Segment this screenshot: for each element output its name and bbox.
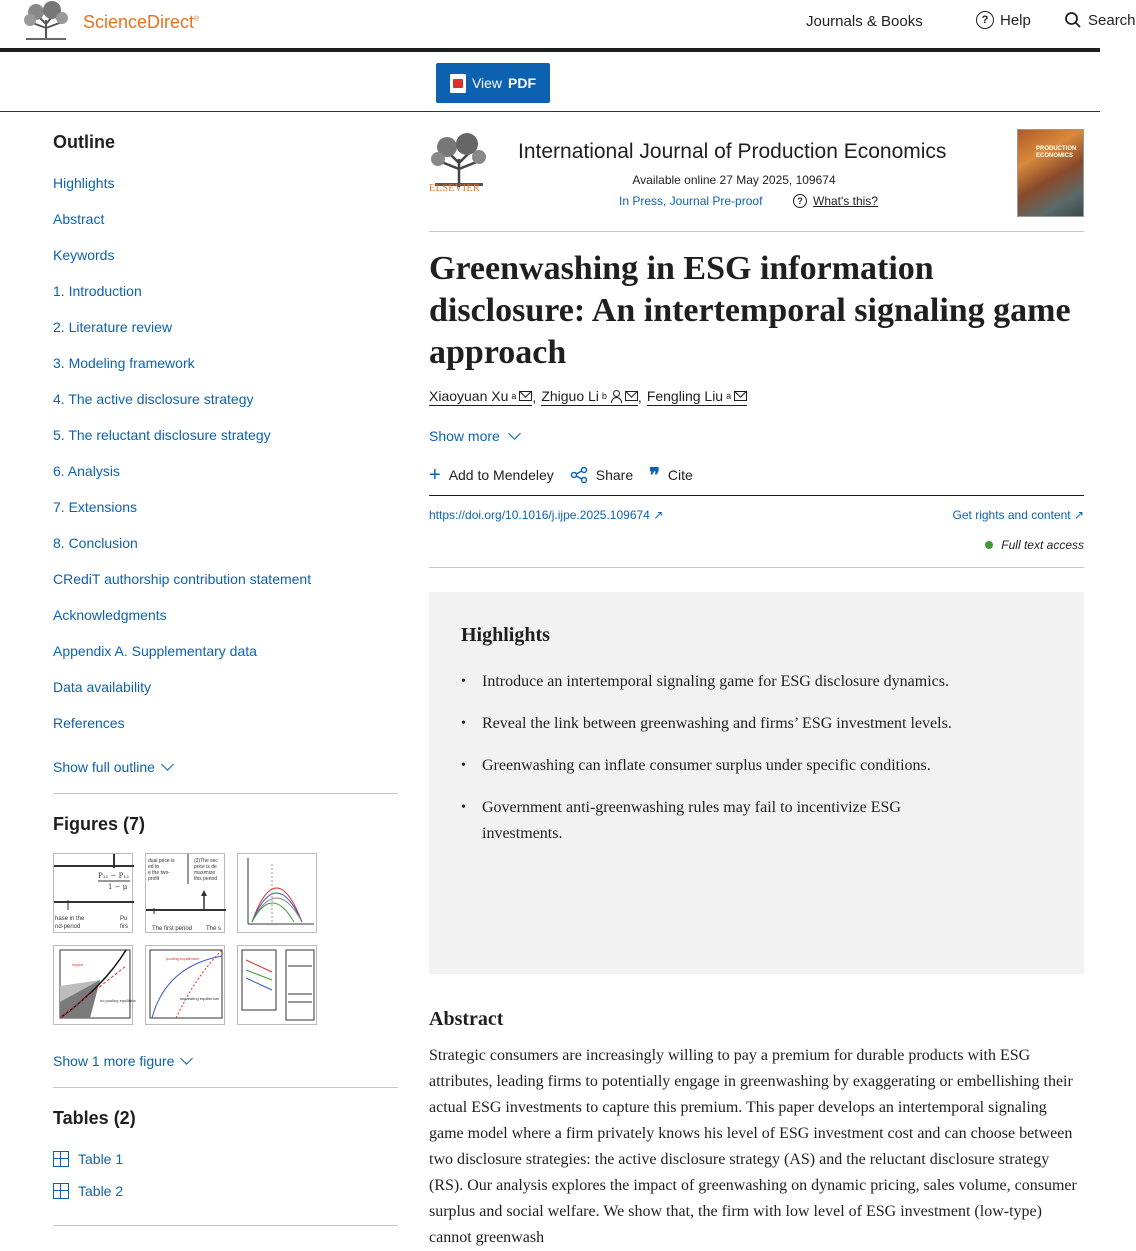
outline-item[interactable]: Acknowledgments <box>53 607 167 623</box>
external-link-icon: ↗ <box>1073 508 1084 522</box>
search-icon <box>1064 11 1082 29</box>
outline-item[interactable]: Appendix A. Supplementary data <box>53 643 257 659</box>
svg-text:no pooling equilibria: no pooling equilibria <box>100 998 136 1003</box>
journals-books-link[interactable]: Journals & Books <box>806 13 923 30</box>
svg-text:hase in the: hase in the <box>55 916 85 922</box>
publisher-name: ELSEVIER <box>429 183 481 194</box>
svg-text:firs: firs <box>120 924 128 930</box>
author-name: Fengling Liu <box>646 388 724 404</box>
help-label: Help <box>1000 11 1031 29</box>
access-label: Full text access <box>1001 538 1084 552</box>
sidebar-divider <box>53 793 398 794</box>
add-to-mendeley-button[interactable] <box>429 464 554 486</box>
cite-label: Cite <box>667 467 693 483</box>
author-link[interactable] <box>647 388 747 406</box>
journal-title-link[interactable]: International Journal of Production Economics <box>518 140 947 163</box>
author-link[interactable] <box>541 388 638 406</box>
svg-text:e the two-: e the two- <box>148 870 170 876</box>
outline-item[interactable]: 4. The active disclosure strategy <box>53 391 254 407</box>
highlight-item: • Reveal the link between greenwashing and firms’ ESG investment levels. <box>461 711 961 737</box>
figure-thumbnail[interactable] <box>53 853 133 933</box>
chevron-down-icon <box>161 758 174 771</box>
svg-text:separating equilibrium: separating equilibrium <box>180 996 220 1001</box>
table-label: Table 2 <box>78 1183 124 1199</box>
svg-text:profit: profit <box>148 876 160 882</box>
show-more-button[interactable] <box>429 428 1084 444</box>
mail-icon <box>625 391 638 401</box>
journal-cover[interactable] <box>1017 129 1084 217</box>
external-link-icon: ↗ <box>653 508 664 522</box>
svg-text:this period: this period <box>194 876 218 882</box>
figure-thumbnail[interactable] <box>237 853 317 933</box>
in-press-link[interactable]: In Press, Journal Pre-proof <box>619 194 763 208</box>
highlight-item: • Government anti-greenwashing rules may fail to incentivize ESG investments. <box>461 795 961 847</box>
sidebar-divider <box>53 1225 398 1226</box>
search-label: Search <box>1088 11 1136 29</box>
show-full-outline-label: Show full outline <box>53 759 155 775</box>
outline-item[interactable]: Data availability <box>53 679 152 695</box>
highlight-item: • Introduce an intertemporal signaling game for ESG disclosure dynamics. <box>461 669 961 695</box>
outline-item[interactable]: 3. Modeling framework <box>53 355 195 371</box>
article-sidebar <box>53 132 398 1226</box>
figures-heading: Figures (7) <box>53 814 146 834</box>
view-label: View <box>471 75 503 91</box>
highlights-heading: Highlights <box>461 624 550 646</box>
author-affiliation: a <box>726 391 732 401</box>
show-more-figure-button[interactable] <box>53 1053 398 1069</box>
access-status <box>985 538 1084 552</box>
pdf-label: PDF <box>508 75 537 91</box>
table-link[interactable] <box>53 1175 398 1207</box>
publication-header <box>429 128 1084 232</box>
outline-item[interactable]: References <box>53 715 125 731</box>
svg-text:maximize: maximize <box>194 870 216 876</box>
table-link[interactable] <box>53 1143 398 1175</box>
highlights-section <box>429 592 1084 974</box>
outline-item[interactable]: Highlights <box>53 175 115 191</box>
author-name: Zhiguo Li <box>541 388 599 404</box>
share-button[interactable] <box>570 466 633 484</box>
tables-list <box>53 1143 398 1207</box>
outline-item[interactable]: 7. Extensions <box>53 499 138 515</box>
cite-button[interactable] <box>649 463 693 487</box>
article-title: Greenwashing in ESG information disclosure: An intertemporal signaling game approach <box>429 250 1071 371</box>
author-affiliation: b <box>601 391 607 401</box>
help-icon: ? <box>793 194 807 208</box>
author-separator: , <box>637 389 642 405</box>
outline-heading: Outline <box>53 132 115 152</box>
figure-thumbnail[interactable] <box>53 945 136 1025</box>
svg-text:P₁₁ − P₁₂: P₁₁ − P₁₂ <box>98 872 129 880</box>
pdf-file-icon <box>450 74 466 93</box>
doi-row <box>429 496 1084 568</box>
help-link[interactable] <box>976 11 1031 29</box>
doi-link[interactable]: https://doi.org/10.1016/j.ijpe.2025.109674 ↗ <box>429 508 664 522</box>
svg-text:pooling equilibrium: pooling equilibrium <box>166 956 200 961</box>
outline-item[interactable]: Abstract <box>53 211 105 227</box>
chevron-down-icon <box>508 427 521 440</box>
svg-text:region: region <box>72 962 84 967</box>
person-icon <box>610 390 622 402</box>
elsevier-tree-logo[interactable] <box>22 2 70 42</box>
highlight-item: • Greenwashing can inflate consumer surplus under specific conditions. <box>461 753 961 779</box>
svg-text:1 − μ: 1 − μ <box>108 883 128 891</box>
whats-this-label: What's this? <box>813 194 878 208</box>
search-link[interactable] <box>1064 11 1136 29</box>
rights-link[interactable]: Get rights and content ↗ <box>952 508 1084 522</box>
plus-icon: + <box>429 464 441 486</box>
view-pdf-button[interactable] <box>436 63 550 103</box>
share-label: Share <box>595 467 634 483</box>
tables-heading: Tables (2) <box>53 1108 136 1128</box>
figure-thumbnail[interactable] <box>145 853 225 933</box>
show-full-outline-button[interactable] <box>53 759 398 775</box>
author-list <box>429 388 1084 406</box>
author-name: Xiaoyuan Xu <box>429 388 509 404</box>
figure-thumbnails <box>53 853 398 1025</box>
outline-item[interactable]: 5. The reluctant disclosure strategy <box>53 427 271 443</box>
svg-text:Pu: Pu <box>120 916 128 922</box>
outline-item[interactable]: 8. Conclusion <box>53 535 138 551</box>
cover-title: PRODUCTION ECONOMICS <box>1036 146 1077 159</box>
highlights-list <box>461 669 961 847</box>
table-label: Table 1 <box>78 1151 124 1167</box>
outline-list <box>53 175 398 751</box>
show-more-label: Show more <box>429 428 500 444</box>
outline-item[interactable]: 1. Introduction <box>53 283 142 299</box>
abstract-text: Strategic consumers are increasingly willing to pay a premium for durable products with ESG attributes, leading firms to potentially engage in greenwashing by exaggerating or embellishing their actual ESG investments to capture this premium. This paper develops an intertemporal signaling game model where a firm privately knows his level of ESG investment cost and can choose between two disclosure strategies: the active disclosure strategy (AS) and the reluctant disclosure strategy (RS). Our analysis explores the impact of greenwashing on dynamic pricing, sales volume, consumer surplus and social welfare. We show that, the firm with low level of ESG investment (low-type) cannot greenwash <box>429 1047 1077 1246</box>
site-header <box>0 0 1136 52</box>
mail-icon <box>519 391 532 401</box>
svg-text:price is de: price is de <box>194 864 217 870</box>
outline-item[interactable]: 2. Literature review <box>53 319 173 335</box>
svg-text:The s: The s <box>206 926 222 932</box>
figure-thumbnail[interactable] <box>145 945 225 1025</box>
article-actions <box>429 463 1084 496</box>
help-icon: ? <box>976 11 994 29</box>
author-link[interactable] <box>429 388 532 406</box>
author-separator: , <box>532 389 537 405</box>
outline-item[interactable]: 6. Analysis <box>53 463 120 479</box>
svg-text:dual price is: dual price is <box>148 858 175 864</box>
author-affiliation: a <box>511 391 517 401</box>
table-icon <box>53 1151 69 1167</box>
add-to-mendeley-label: Add to Mendeley <box>448 467 554 483</box>
whats-this-button[interactable] <box>793 194 878 208</box>
access-dot-icon <box>985 541 993 549</box>
show-more-figure-label: Show 1 more figure <box>53 1053 175 1069</box>
svg-text:nd-period: nd-period <box>55 924 81 930</box>
chevron-down-icon <box>181 1052 194 1065</box>
abstract-heading: Abstract <box>429 1008 504 1030</box>
article-main <box>429 128 1084 1251</box>
svg-text:ed to: ed to <box>148 864 160 870</box>
table-icon <box>53 1183 69 1199</box>
svg-text:(3)The sec: (3)The sec <box>194 858 218 864</box>
sciencedirect-logo[interactable]: ScienceDirect® <box>83 12 200 32</box>
share-icon <box>570 466 588 484</box>
figure-thumbnail[interactable] <box>237 945 317 1025</box>
mail-icon <box>734 391 747 401</box>
available-online-date: Available online 27 May 2025, 109674 <box>632 173 836 187</box>
pdf-toolbar <box>0 56 1100 112</box>
sidebar-divider <box>53 1087 398 1088</box>
outline-item[interactable]: Keywords <box>53 247 115 263</box>
svg-text:The first period: The first period <box>152 926 193 932</box>
quote-icon: ❞ <box>649 463 660 487</box>
outline-item[interactable]: CRediT authorship contribution statement <box>53 571 312 587</box>
